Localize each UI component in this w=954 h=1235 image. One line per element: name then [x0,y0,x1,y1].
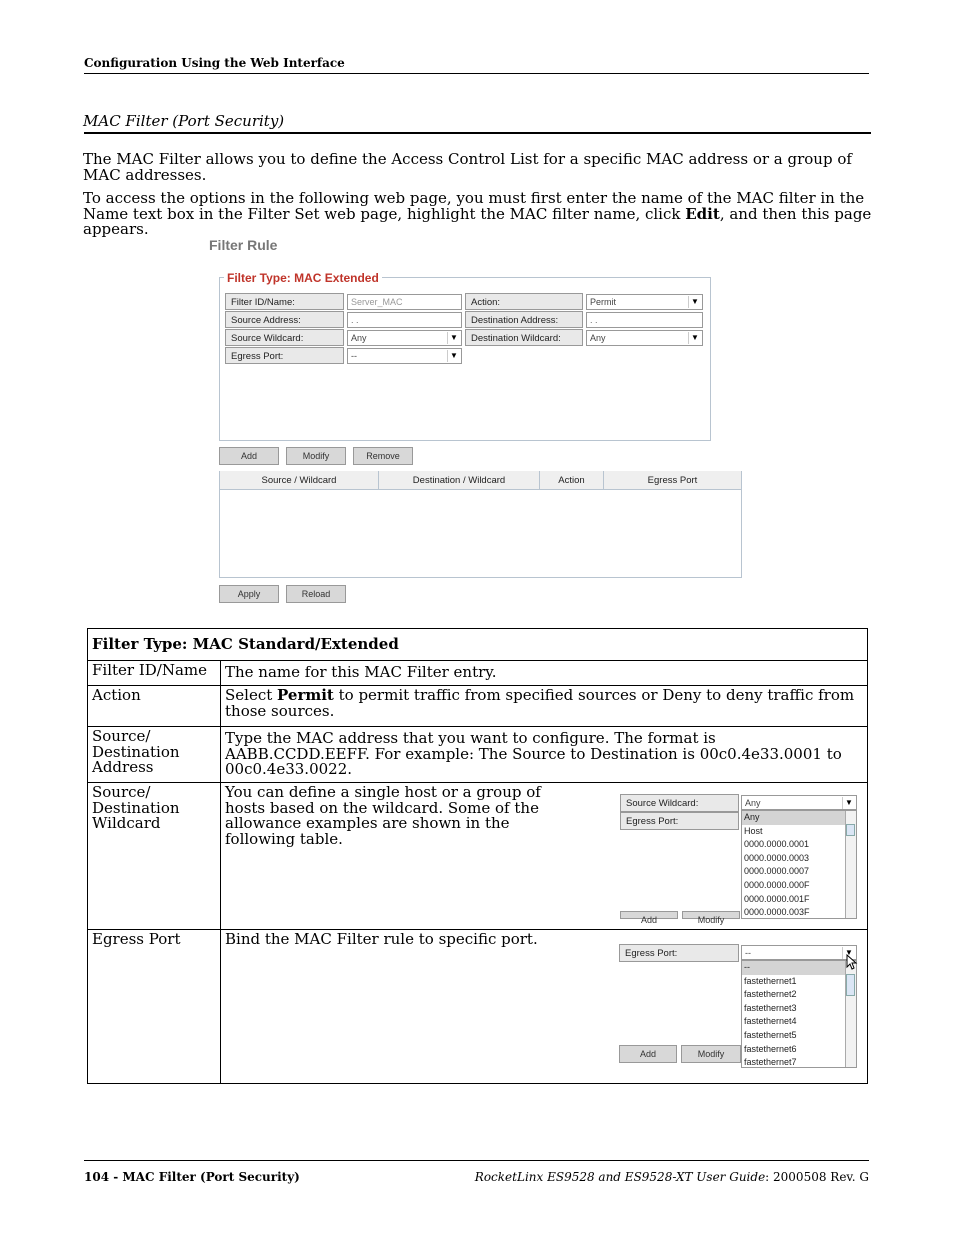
destination-address-input[interactable]: . . [586,312,703,328]
egress-options-list[interactable] [741,960,857,1068]
mini-add-button[interactable]: Add [619,1045,677,1063]
filter-rule-title: Filter Rule [209,237,278,253]
egress-option[interactable]: fastethernet1 [744,975,797,986]
wildcard-option[interactable]: 0000.0000.003F [744,907,810,918]
mini-source-wildcard-label: Source Wildcard: [620,794,739,812]
row-name-address: Source/ Destination Address [88,727,221,783]
reload-button[interactable]: Reload [286,585,346,603]
wildcard-option[interactable]: 0000.0000.0003 [744,852,810,863]
apply-button[interactable]: Apply [219,585,279,603]
grid-header-source: Source / Wildcard [220,471,379,490]
wildcard-option[interactable]: 0000.0000.000F [744,879,810,890]
row-desc-egress: Bind the MAC Filter rule to specific port. [225,930,538,948]
egress-option[interactable]: fastethernet4 [744,1016,797,1027]
section-title: MAC Filter (Port Security) [83,112,285,130]
intro-paragraph: The MAC Filter allows you to define the Access Control List for a specific MAC address or a group of MAC addresses. [83,150,852,184]
mini-egress-port-label: Egress Port: [620,812,739,830]
chevron-down-icon: ▼ [447,350,460,362]
mini-wildcard-select[interactable]: Any ▼ [741,795,857,810]
footer-page-label: 104 - MAC Filter (Port Security) [84,1170,300,1184]
table-header: Filter Type: MAC Standard/Extended [88,629,868,661]
source-wildcard-label: Source Wildcard: [225,329,344,346]
filter-type-legend: Filter Type: MAC Extended [224,271,382,285]
chevron-down-icon: ▼ [842,797,855,809]
action-select[interactable]: Permit ▼ [586,294,703,310]
egress-port-label: Egress Port: [225,347,344,364]
wildcard-option[interactable]: Any [742,811,856,825]
wildcard-option[interactable]: Host [744,825,763,836]
source-address-label: Source Address: [225,311,344,328]
source-wildcard-select[interactable]: Any ▼ [347,330,462,346]
header-rule [84,73,869,74]
mini-egress-label: Egress Port: [619,944,739,962]
chevron-down-icon: ▼ [688,332,701,344]
wildcard-options-list[interactable] [741,810,857,919]
row-desc-filter-id: The name for this MAC Filter entry. [221,661,868,686]
chevron-down-icon: ▼ [842,947,855,959]
row-desc-address: Type the MAC address that you want to configure. The format is AABB.CCDD.EEFF. For example: The Source to Destination is 00c0.4e33.0001 to 00c0.4e33.0022. [221,727,868,783]
egress-option[interactable]: fastethernet2 [744,989,797,1000]
wildcard-option[interactable]: 0000.0000.0007 [744,866,810,877]
grid-header-destination: Destination / Wildcard [379,471,540,490]
destination-address-label: Destination Address: [465,311,583,328]
destination-wildcard-select[interactable]: Any ▼ [586,330,703,346]
filter-id-label: Filter ID/Name: [225,293,344,310]
row-name-egress: Egress Port [88,930,221,1084]
action-label: Action: [465,293,583,310]
row-desc-action: Select Permit to permit traffic from specified sources or Deny to deny traffic from those sources. [221,686,868,727]
source-address-input[interactable]: . . [347,312,462,328]
chevron-down-icon: ▼ [688,296,701,308]
row-name-action: Action [88,686,221,727]
wildcard-option[interactable]: 0000.0000.0001 [744,839,810,850]
footer-doc-title: RocketLinx ES9528 and ES9528-XT User Guide: 2000508 Rev. G [474,1170,869,1184]
destination-wildcard-label: Destination Wildcard: [465,329,583,346]
row-name-wildcard: Source/ Destination Wildcard [88,783,221,930]
mini-modify-button[interactable]: Modify [681,1045,741,1063]
permit-keyword: Permit [277,686,334,704]
scroll-thumb[interactable] [846,974,855,996]
chevron-down-icon: ▼ [447,332,460,344]
wildcard-option[interactable]: 0000.0000.001F [744,893,810,904]
egress-port-select[interactable]: -- ▼ [347,348,462,364]
mouse-cursor-icon [846,954,858,970]
egress-option[interactable]: fastethernet7 [744,1057,797,1068]
edit-keyword: Edit [685,204,720,223]
grid-header-action: Action [540,471,604,490]
egress-option[interactable]: -- [742,961,856,975]
row-desc-wildcard: You can define a single host or a group of hosts based on the wildcard. Some of the allowance examples are shown in the following table. [225,783,541,848]
egress-option[interactable]: fastethernet6 [744,1043,797,1054]
egress-option[interactable]: fastethernet3 [744,1002,797,1013]
scroll-thumb[interactable] [846,824,855,836]
section-rule [84,132,871,134]
mini-add-button[interactable]: Add [620,911,678,919]
filter-id-input[interactable]: Server_MAC [347,294,462,310]
access-paragraph: To access the options in the following web page, you must first enter the name of the MAC filter in the Name text box in the Filter Set web page, highlight the MAC filter name, click Edit, and then this page appears. [83,189,872,238]
footer-rule [84,1160,869,1161]
running-header: Configuration Using the Web Interface [84,56,345,70]
row-name-filter-id: Filter ID/Name [88,661,221,686]
modify-button[interactable]: Modify [286,447,346,465]
egress-option[interactable]: fastethernet5 [744,1029,797,1040]
mini-modify-button[interactable]: Modify [682,911,740,919]
mini-egress-select[interactable]: -- ▼ [741,945,857,960]
grid-header-egress: Egress Port [604,471,741,490]
remove-button[interactable]: Remove [353,447,413,465]
add-button[interactable]: Add [219,447,279,465]
